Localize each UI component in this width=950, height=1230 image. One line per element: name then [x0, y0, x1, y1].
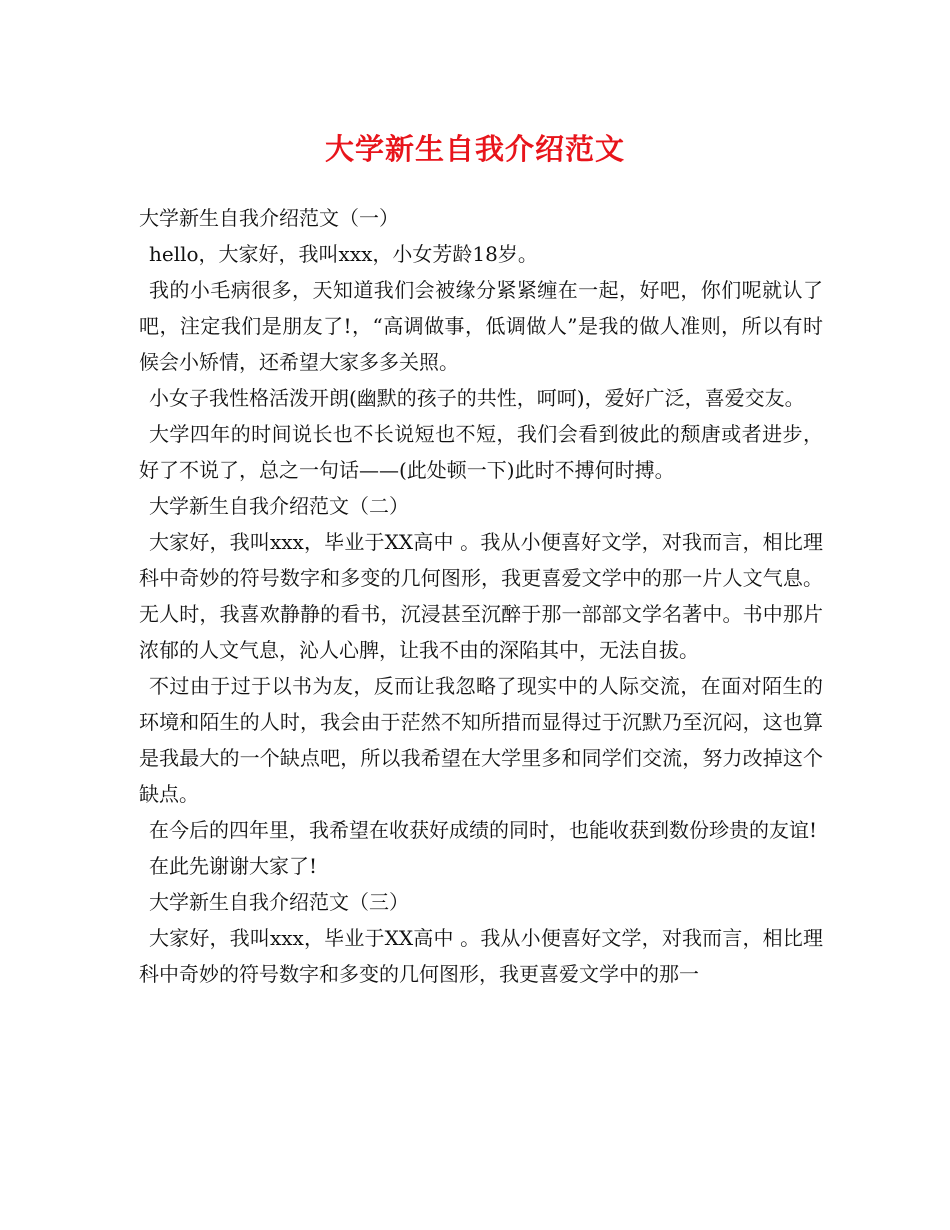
section-heading-1: 大学新生自我介绍范文（一）: [139, 206, 399, 230]
paragraph: 我的小毛病很多，天知道我们会被缘分紧紧缠在一起，好吧，你们呢就认了吧，注定我们是朋友了!，“高调做事，低调做人”是我的做人准则，所以有时候会小矫情，还希望大家多多关照。: [139, 278, 823, 374]
document-title: 大学新生自我介绍范文: [324, 132, 625, 166]
paragraph: 在今后的四年里，我希望在收获好成绩的同时，也能收获到数份珍贵的友谊!: [149, 818, 818, 842]
document-body: [139, 200, 823, 992]
paragraph: 不过由于过于以书为友，反而让我忽略了现实中的人际交流，在面对陌生的环境和陌生的人时，我会由于茫然不知所措而显得过于沉默乃至沉闷，这也算是我最大的一个缺点吧，所以我希望在大学里多和同学们交流，努力改掉这个缺点。: [139, 674, 823, 806]
paragraph: hello，大家好，我叫xxx，小女芳龄18岁。: [149, 242, 538, 266]
paragraph: 在此先谢谢大家了!: [149, 854, 318, 878]
paragraph: 小女子我性格活泼开朗(幽默的孩子的共性，呵呵)，爱好广泛，喜爱交友。: [149, 386, 805, 410]
paragraph: 大家好，我叫xxx，毕业于XX高中 。我从小便喜好文学，对我而言，相比理科中奇妙的符号数字和多变的几何图形，我更喜爱文学中的那一: [139, 926, 823, 986]
section-heading-2: 大学新生自我介绍范文（二）: [149, 494, 409, 518]
paragraph: 大家好，我叫xxx，毕业于XX高中 。我从小便喜好文学，对我而言，相比理科中奇妙的符号数字和多变的几何图形，我更喜爱文学中的那一片人文气息。无人时，我喜欢静静的看书，沉浸甚至沉醉于那一部部文学名著中。书中那片浓郁的人文气息，沁人心脾，让我不由的深陷其中，无法自拔。: [139, 530, 823, 662]
paragraph: 大学四年的时间说长也不长说短也不短，我们会看到彼此的颓唐或者进步，好了不说了，总之一句话——(此处顿一下)此时不搏何时搏。: [139, 422, 823, 482]
section-heading-3: 大学新生自我介绍范文（三）: [149, 890, 409, 914]
